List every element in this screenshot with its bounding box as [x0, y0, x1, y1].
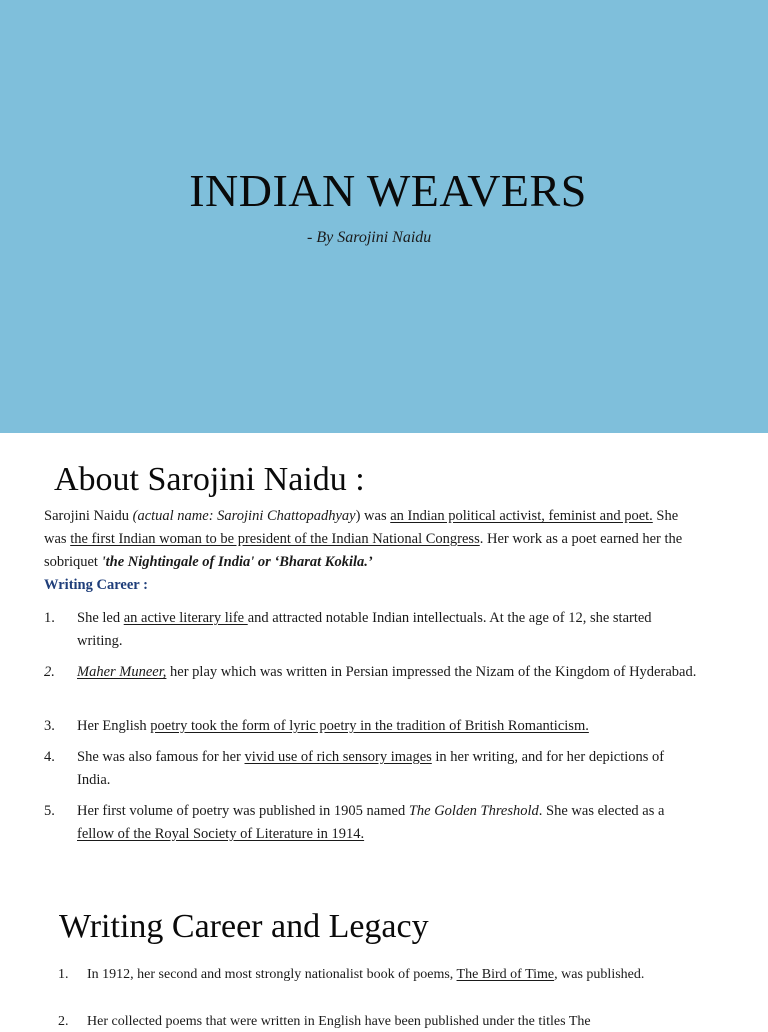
- intro-sobriquet: 'the Nightingale of India' or ‘Bharat Kokila.’: [101, 554, 373, 570]
- list-text: She led an active literary life and attracted notable Indian intellectuals. At the age of 12, she started writing.: [77, 610, 652, 649]
- list-number: 4.: [44, 749, 55, 765]
- list-number: 2.: [44, 664, 55, 680]
- list-text: Her English poetry took the form of lyric poetry in the tradition of British Romanticism.: [77, 718, 589, 734]
- list-number: 1.: [58, 967, 69, 982]
- writing-career-subheading: Writing Career :: [44, 577, 148, 593]
- about-heading: About Sarojini Naidu :: [54, 461, 365, 498]
- intro-text: . Her work as a poet earned her the sobriquet: [44, 531, 683, 570]
- cover-panel: [0, 0, 768, 433]
- list-text: In 1912, her second and most strongly nationalist book of poems, The Bird of Time, was published.: [87, 967, 645, 982]
- intro-underlined: the first Indian woman to be president of the Indian National Congress: [70, 531, 480, 547]
- list-text: She was also famous for her vivid use of rich sensory images in her writing, and for her depictions of India.: [77, 749, 665, 788]
- intro-underlined: an Indian political activist, feminist and poet.: [390, 508, 653, 524]
- list-number: 1.: [44, 610, 55, 626]
- intro-text: Sarojini Naidu: [44, 508, 133, 524]
- list-text: Her first volume of poetry was published in 1905 named The Golden Threshold. She was elected as a fellow of the Royal Society of Literature in 1914.: [77, 803, 665, 842]
- list-text: Her collected poems that were written in English have been published under the titles The: [87, 1014, 591, 1029]
- list-text: Maher Muneer, her play which was written in Persian impressed the Nizam of the Kingdom of Hyderabad.: [77, 664, 697, 680]
- intro-actual-name: (actual name: Sarojini Chattopadhyay: [132, 508, 356, 524]
- intro-paragraph: [44, 505, 704, 574]
- list-number: 3.: [44, 718, 55, 734]
- intro-text: ) was: [355, 508, 391, 524]
- legacy-heading: Writing Career and Legacy: [59, 908, 429, 945]
- list-number: 5.: [44, 803, 55, 819]
- cover-title: INDIAN WEAVERS: [189, 165, 587, 216]
- list-number: 2.: [58, 1014, 69, 1029]
- cover-subtitle: - By Sarojini Naidu: [307, 229, 432, 246]
- intro-text: She was: [44, 508, 679, 547]
